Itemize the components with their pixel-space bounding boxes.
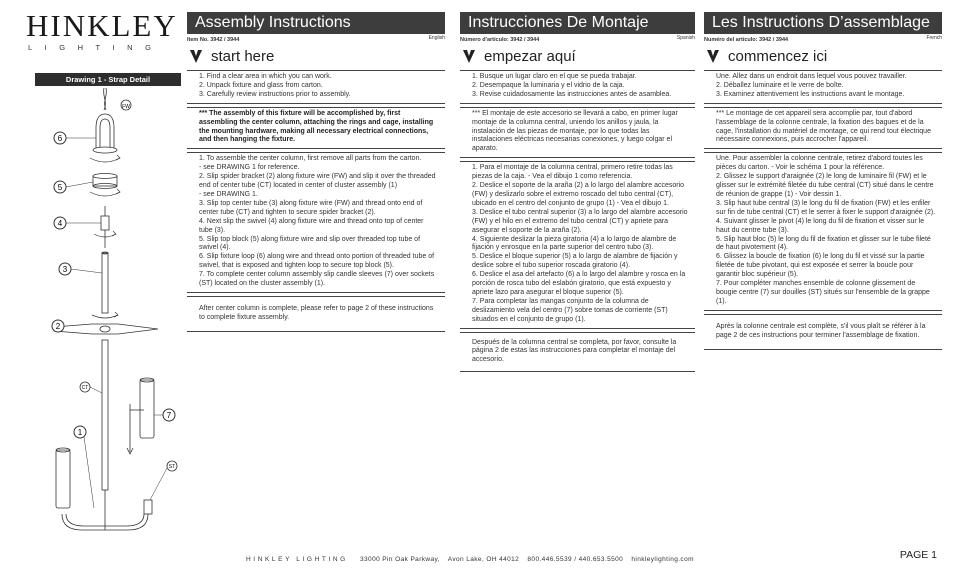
footer-website: hinkleylighting.com — [631, 556, 694, 563]
intro-steps — [704, 70, 942, 104]
spider-bracket — [54, 324, 158, 334]
assembly-step: Une. Pour assembler la colonne centrale, retirez d'abord toutes les pièces du carton. - Voir le schéma 1 pour la référence. — [716, 155, 923, 172]
assembly-step: 2. Slip spider bracket (2) along fixture wire (FW) and slip it over the threaded end of center tube (CT) located in center of cluster assembly (1) — [199, 173, 436, 190]
assembly-step: 6. Glissez la boucle de fixation (6) le long du fil et vissé sur la partie filetée de tube pivotant, qui est exposée et serrer la boucle pour garantir bloc supérieur (5). — [716, 253, 925, 279]
language-label: French — [926, 35, 942, 41]
assembly-step: 2. Glissez le support d'araignée (2) le long de luminaire fil (FW) et le glisser sur le extrémité filetée du tube central (CT) situé dans le centre de réunion de grappe (1) - Voir dessin 1. — [716, 173, 934, 198]
callout-4: 4 — [57, 219, 63, 228]
meta-spanish — [460, 34, 695, 47]
page-number: PAGE 1 — [899, 549, 937, 561]
assembly-step: 4. Suivant glisser le pivot (4) le long du fil de fixation et visser sur le haut du centre tube (3). — [716, 217, 925, 234]
assembly-step: 4. Next slip the swivel (4) along fixture wire and thread onto top of center tube (3). — [199, 217, 424, 234]
assembly-step: 3. Slip top center tube (3) along fixture wire (FW) and thread onto end of center tube (CT) and tighten to secure spider bracket (2). — [199, 199, 423, 216]
column-spanish — [460, 12, 695, 372]
assembly-step: 3. Deslice el tubo central superior (3) a lo largo del alambre accesorio (FW) y el hilo en el extremo del tubo central (CT) y apriete para asegurar el soporte de la araña (2). — [472, 208, 688, 234]
callout-2: 2 — [55, 322, 61, 331]
top-center-tube — [102, 253, 108, 313]
callout-6: 6 — [57, 134, 63, 143]
assembly-step: 1. To assemble the center column, first remove all parts from the carton. — [199, 155, 422, 163]
callout-st: ST — [168, 464, 176, 470]
strap-detail-drawing — [32, 88, 182, 536]
footer — [246, 556, 694, 563]
intro-step: 2. Déballez luminaire et le verre de boîte. — [716, 81, 844, 89]
swivel — [101, 216, 109, 230]
assembly-step: 3. Slip haut tube central (3) le long du fil de fixation (FW) et les enfiler sur fin de tube central (CT) et le serrer à fixer le support d'araignée (2). — [716, 199, 936, 216]
overview-note: *** El montaje de este accesorio se llevará a cabo, en primer lugar montaje de la columna central, uniendo los anillos y jaula, la instalación de las piezas de montaje, por lo que todas las instalaciones eléctricas necesarias conexiones, y luego colgar el aparato. — [460, 107, 695, 159]
intro-step: 2. Unpack fixture and glass from carton. — [199, 81, 323, 89]
assembly-step: - see DRAWING 1. — [199, 190, 258, 198]
meta-french — [704, 34, 942, 47]
intro-steps — [187, 70, 445, 104]
completion-note: Après la colonne centrale est complète, s'il vous plaît se référer à la page 2 de ces instructions pour terminer l'assemblage de fixation. — [704, 314, 942, 350]
subheader-spanish — [460, 47, 695, 70]
assembly-step: 7. To complete center column assembly slip candle sleeves (7) over sockets (ST) located on the cluster assembly (1). — [199, 271, 435, 288]
footer-phone: 800.446.5539 / 440.653.5500 — [527, 556, 624, 563]
callout-3: 3 — [62, 265, 68, 274]
assembly-step: 5. Slip top block (5) along fixture wire and slip over threaded top tube of swivel (4). — [199, 235, 421, 252]
overview-note: *** The assembly of this fixture will be accomplished by, first assembling the center column, attaching the rings and cage, installing the mounting hardware, making all necessary electrical connections, and then hanging the fixture. — [187, 107, 445, 150]
assembly-step: 7. Pour compléter manches ensemble de colonne glissement de bougie centre (7) sur douilles (ST) situés sur l'ensemble de la grappe (1). — [716, 280, 930, 305]
assembly-step: - see DRAWING 1 for reference. — [199, 164, 300, 172]
assembly-step: 5. Deslice el bloque superior (5) a lo largo de alambre de fijación y deslice sobre el tubo superior roscada giratorio (4). — [472, 253, 678, 270]
callout-1: 1 — [77, 428, 83, 437]
subheader-text: empezar aquí — [484, 48, 576, 65]
item-number: Numéro del artículo: 3942 / 3944 — [704, 37, 789, 43]
assembly-step: 2. Deslice el soporte de la araña (2) a lo largo del alambre accesorio (FW) y deslizarlo sobre el extremo roscado del tubo central (CT), ubicado en el centro del conjunto de grupo (1) - Vea el dibujo 1. — [472, 182, 685, 207]
assembly-steps — [460, 161, 695, 328]
candle-sleeve-right — [140, 380, 154, 438]
assembly-step: 4. Siguiente deslizar la pieza giratoria (4) a lo largo de alambre de fijación y enrosque en la parte superior del centro tubo (3). — [472, 235, 677, 252]
intro-step: 2. Desempaque la luminaria y el vidrio de la caja. — [472, 81, 625, 89]
intro-step: 3. Revise cuidadosamente las instrucciones antes de asamblea. — [472, 90, 672, 98]
footer-brand: HINKLEY LIGHTING — [246, 556, 348, 563]
language-label: English — [428, 35, 445, 41]
intro-step: 3. Examinez attentivement les instructions avant le montage. — [716, 90, 905, 98]
overview-note: *** Le montage de cet appareil sera accomplie par, tout d'abord l'assemblage de la colonne centrale, la fixation des bagues et de la cage, l'installation du matériel de montage, ce qui rend tout électrique nécessaire connexions, puis accrocher l'appareil. — [704, 107, 942, 150]
assembly-step: 6. Slip fixture loop (6) along wire and thread onto portion of threaded tube of swivel, that is exposed and tighten loop to secure top block (5). — [199, 253, 435, 270]
header-french: Les Instructions D’assemblage — [704, 12, 942, 34]
callout-7: 7 — [166, 411, 172, 420]
intro-step: Une. Allez dans un endroit dans lequel vous pouvez travailler. — [716, 73, 907, 80]
assembly-step: 6. Deslice el asa del artefacto (6) a lo largo del alambre y rosca en la porción de rosca tubo del eslabón giratorio, que está expuesto y apriete lazo para asegurar el bloque superior (5). — [472, 271, 686, 296]
intro-steps — [460, 70, 695, 104]
chevron-down-icon — [704, 47, 722, 65]
callout-5: 5 — [57, 183, 63, 192]
center-tube — [102, 340, 108, 490]
item-number: Item No. 3942 / 3944 — [187, 37, 240, 43]
header-english: Assembly Instructions — [187, 12, 445, 34]
subheader-text: commencez ici — [728, 48, 828, 65]
callout-fw: FW — [122, 104, 130, 110]
subheader-english — [187, 47, 445, 70]
completion-note: Después de la columna central se completa, por favor, consulte la página 2 de estas las instrucciones para completar el montaje del accesorio. — [460, 332, 695, 373]
candle-sleeve-left — [56, 450, 70, 508]
completion-note: After center column is complete, please refer to page 2 of these instructions to complete fixture assembly. — [187, 296, 445, 332]
assembly-steps — [704, 152, 942, 310]
socket — [144, 500, 152, 514]
footer-address: 33000 Pin Oak Parkway, — [360, 556, 440, 563]
header-spanish: Instrucciones De Montaje — [460, 12, 695, 34]
fixture-loop — [96, 114, 114, 150]
subheader-text: start here — [211, 48, 275, 65]
chevron-down-icon — [187, 47, 205, 65]
meta-english — [187, 34, 445, 47]
logo-subtitle: LIGHTING — [28, 43, 164, 52]
callout-ct: CT — [81, 385, 89, 391]
chevron-down-icon — [460, 47, 478, 65]
intro-step: 1. Find a clear area in which you can work. — [199, 73, 332, 80]
drawing-label: Drawing 1 - Strap Detail — [35, 73, 181, 86]
subheader-french — [704, 47, 942, 70]
column-english — [187, 12, 445, 332]
intro-step: 1. Busque un lugar claro en el que se pueda trabajar. — [472, 73, 637, 80]
language-label: Spanish — [676, 35, 695, 41]
hinkley-logo — [26, 10, 178, 52]
assembly-steps — [187, 152, 445, 293]
assembly-step: 5. Slip haut bloc (5) le long du fil de fixation et glisser sur le tube fileté de haut pivotement (4). — [716, 235, 931, 252]
column-french — [704, 12, 942, 350]
assembly-step: 1. Para el montaje de la columna central, primero retire todas las piezas de la caja. - Vea el dibujo 1 como referencia. — [472, 164, 673, 181]
intro-step: 3. Carefully review instructions prior to assembly. — [199, 90, 351, 98]
item-number: Número d'artículo: 3942 / 3944 — [460, 37, 540, 43]
footer-city: Avon Lake, OH 44012 — [447, 556, 520, 563]
logo-wordmark: HINKLEY — [26, 8, 178, 43]
assembly-step: 7. Para completar las mangas conjunto de la columna de deslizamiento vela del centro (7) sobre tomas de corriente (ST) situados en el conjunto de grupo (1). — [472, 297, 668, 323]
